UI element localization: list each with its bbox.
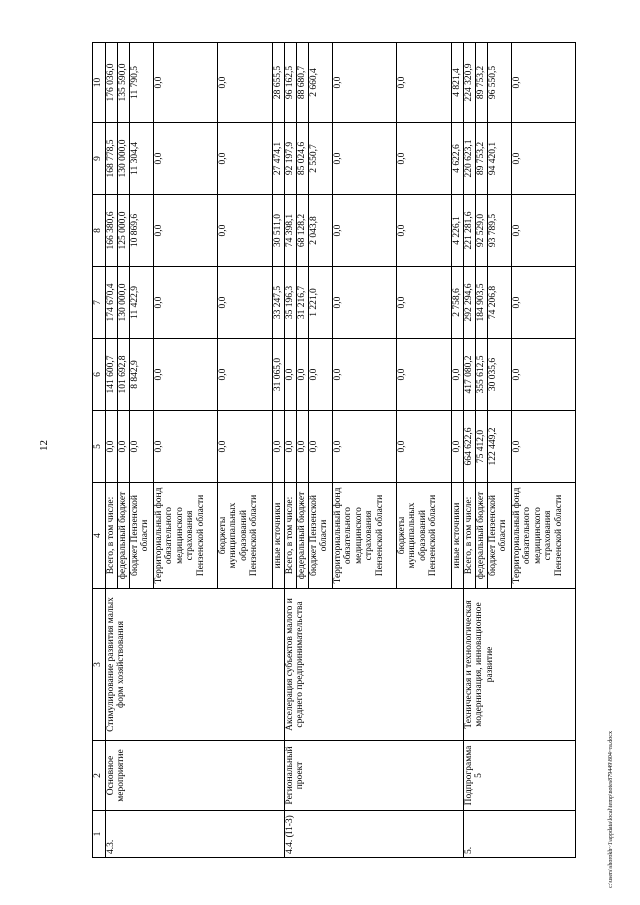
table-row xyxy=(106,43,118,858)
amount-cell: 664 622,6 xyxy=(464,411,476,483)
funding-source: Территориальный фонд обязательного медицинского страхования Пензенской области xyxy=(154,483,218,589)
section-name: Техническая и технологическая модернизация, инновационное развитие xyxy=(464,589,576,741)
amount-cell: 0,0 xyxy=(397,43,452,123)
amount-cell: 166 380,6 xyxy=(106,195,118,267)
amount-cell: 8 842,9 xyxy=(130,339,154,411)
amount-cell: 0,0 xyxy=(397,411,452,483)
section-number: 5. xyxy=(464,811,576,858)
amount-cell: 0,0 xyxy=(512,267,576,339)
amount-cell: 4 821,4 xyxy=(452,43,464,123)
amount-cell: 0,0 xyxy=(333,123,397,195)
funding-source: бюджет Пензенской области xyxy=(309,483,333,589)
amount-cell: 88 680,7 xyxy=(297,43,309,123)
funding-source: федеральный бюджет xyxy=(297,483,309,589)
amount-cell: 30 511,0 xyxy=(273,195,285,267)
amount-cell: 11 790,5 xyxy=(130,43,154,123)
amount-cell: 0,0 xyxy=(154,339,218,411)
header-cell: 9 xyxy=(93,123,106,195)
amount-cell: 174 670,4 xyxy=(106,267,118,339)
amount-cell: 355 612,5 xyxy=(476,339,488,411)
amount-cell: 0,0 xyxy=(397,339,452,411)
funding-source: Всего, в том числе: xyxy=(285,483,297,589)
section-type: Подпрограмма 5 xyxy=(464,741,576,811)
amount-cell: 417 080,2 xyxy=(464,339,476,411)
header-cell: 10 xyxy=(93,43,106,123)
amount-cell: 0,0 xyxy=(512,195,576,267)
funding-source: бюджет Пензенской области xyxy=(130,483,154,589)
amount-cell: 0,0 xyxy=(333,339,397,411)
amount-cell: 35 196,3 xyxy=(285,267,297,339)
section-name: Стимулирование развития малых форм хозяйствования xyxy=(106,589,285,741)
amount-cell: 1 221,0 xyxy=(309,267,333,339)
section-type: Основное мероприятие xyxy=(106,741,285,811)
amount-cell: 0,0 xyxy=(397,195,452,267)
amount-cell: 141 600,7 xyxy=(106,339,118,411)
amount-cell: 2 043,8 xyxy=(309,195,333,267)
amount-cell: 0,0 xyxy=(452,411,464,483)
amount-cell: 176 036,0 xyxy=(106,43,118,123)
amount-cell: 221 281,6 xyxy=(464,195,476,267)
amount-cell: 2 550,7 xyxy=(309,123,333,195)
amount-cell: 0,0 xyxy=(154,195,218,267)
amount-cell: 122 449,2 xyxy=(488,411,512,483)
amount-cell: 0,0 xyxy=(218,411,273,483)
funding-source: иные источники xyxy=(273,483,285,589)
amount-cell: 93 789,5 xyxy=(488,195,512,267)
funding-source: Всего, в том числе: xyxy=(106,483,118,589)
amount-cell: 89 753,2 xyxy=(476,123,488,195)
footer-path: c:\users\shorokh~1\appdata\local\temp\notes879449\804~ra.docx xyxy=(608,731,614,888)
amount-cell: 184 903,5 xyxy=(476,267,488,339)
amount-cell: 89 753,2 xyxy=(476,43,488,123)
amount-cell: 0,0 xyxy=(285,339,297,411)
funding-source: бюджет Пензенской области xyxy=(488,483,512,589)
page-number: 12 xyxy=(38,440,50,451)
amount-cell: 11 304,4 xyxy=(130,123,154,195)
amount-cell: 0,0 xyxy=(118,411,130,483)
amount-cell: 4 226,1 xyxy=(452,195,464,267)
header-cell: 1 xyxy=(93,811,106,858)
funding-source: Территориальный фонд обязательного медицинского страхования Пензенской области xyxy=(333,483,397,589)
funding-source: Всего, в том числе: xyxy=(464,483,476,589)
amount-cell: 85 024,6 xyxy=(297,123,309,195)
amount-cell: 101 692,8 xyxy=(118,339,130,411)
amount-cell: 92 197,9 xyxy=(285,123,297,195)
amount-cell: 135 590,0 xyxy=(118,43,130,123)
funding-source: федеральный бюджет xyxy=(476,483,488,589)
amount-cell: 0,0 xyxy=(309,411,333,483)
amount-cell: 10 869,6 xyxy=(130,195,154,267)
amount-cell: 2 758,6 xyxy=(452,267,464,339)
amount-cell: 0,0 xyxy=(397,123,452,195)
section-number: 4.3. xyxy=(106,811,285,858)
amount-cell: 224 320,9 xyxy=(464,43,476,123)
amount-cell: 0,0 xyxy=(333,195,397,267)
amount-cell: 130 000,0 xyxy=(118,123,130,195)
amount-cell: 0,0 xyxy=(218,123,273,195)
amount-cell: 31 065,0 xyxy=(273,339,285,411)
section-number: 4.4. (I1-3) xyxy=(285,811,464,858)
header-cell: 3 xyxy=(93,589,106,741)
amount-cell: 125 000,0 xyxy=(118,195,130,267)
amount-cell: 4 622,6 xyxy=(452,123,464,195)
amount-cell: 30 035,6 xyxy=(488,339,512,411)
amount-cell: 0,0 xyxy=(218,267,273,339)
budget-table xyxy=(92,42,576,858)
amount-cell: 11 422,9 xyxy=(130,267,154,339)
amount-cell: 74 206,8 xyxy=(488,267,512,339)
funding-source: иные источники xyxy=(452,483,464,589)
amount-cell: 0,0 xyxy=(285,411,297,483)
funding-source: Территориальный фонд обязательного медицинского страхования Пензенской области xyxy=(512,483,576,589)
amount-cell: 0,0 xyxy=(154,267,218,339)
section-name: Акселерация субъектов малого и среднего предпринимательства xyxy=(285,589,464,741)
amount-cell: 75 412,0 xyxy=(476,411,488,483)
amount-cell: 33 247,5 xyxy=(273,267,285,339)
amount-cell: 130 000,0 xyxy=(118,267,130,339)
section-type: Региональный проект xyxy=(285,741,464,811)
amount-cell: 0,0 xyxy=(218,43,273,123)
amount-cell: 28 655,5 xyxy=(273,43,285,123)
amount-cell: 0,0 xyxy=(273,411,285,483)
amount-cell: 2 660,4 xyxy=(309,43,333,123)
funding-source: бюджеты муниципальных образований Пензенской области xyxy=(218,483,273,589)
amount-cell: 0,0 xyxy=(333,267,397,339)
amount-cell: 0,0 xyxy=(218,339,273,411)
amount-cell: 96 162,5 xyxy=(285,43,297,123)
amount-cell: 0,0 xyxy=(512,411,576,483)
amount-cell: 0,0 xyxy=(397,267,452,339)
amount-cell: 96 550,5 xyxy=(488,43,512,123)
header-cell: 5 xyxy=(93,411,106,483)
amount-cell: 0,0 xyxy=(512,43,576,123)
rotated-table-container xyxy=(92,43,610,858)
amount-cell: 168 778,5 xyxy=(106,123,118,195)
amount-cell: 74 398,1 xyxy=(285,195,297,267)
funding-source: бюджеты муниципальных образований Пензенской области xyxy=(397,483,452,589)
amount-cell: 292 294,6 xyxy=(464,267,476,339)
amount-cell: 0,0 xyxy=(452,339,464,411)
table-row xyxy=(464,43,476,858)
amount-cell: 0,0 xyxy=(512,339,576,411)
amount-cell: 31 216,7 xyxy=(297,267,309,339)
header-cell: 2 xyxy=(93,741,106,811)
amount-cell: 0,0 xyxy=(106,411,118,483)
header-cell: 4 xyxy=(93,483,106,589)
amount-cell: 94 420,1 xyxy=(488,123,512,195)
amount-cell: 0,0 xyxy=(130,411,154,483)
amount-cell: 220 623,1 xyxy=(464,123,476,195)
amount-cell: 68 128,2 xyxy=(297,195,309,267)
amount-cell: 0,0 xyxy=(297,339,309,411)
amount-cell: 0,0 xyxy=(218,195,273,267)
amount-cell: 0,0 xyxy=(333,43,397,123)
amount-cell: 0,0 xyxy=(297,411,309,483)
amount-cell: 0,0 xyxy=(512,123,576,195)
header-cell: 8 xyxy=(93,195,106,267)
funding-source: федеральный бюджет xyxy=(118,483,130,589)
amount-cell: 0,0 xyxy=(333,411,397,483)
amount-cell: 0,0 xyxy=(154,411,218,483)
amount-cell: 0,0 xyxy=(154,43,218,123)
amount-cell: 92 529,0 xyxy=(476,195,488,267)
amount-cell: 0,0 xyxy=(154,123,218,195)
amount-cell: 0,0 xyxy=(309,339,333,411)
table-body xyxy=(93,43,576,858)
header-row xyxy=(93,43,106,858)
table-row xyxy=(285,43,297,858)
header-cell: 6 xyxy=(93,339,106,411)
header-cell: 7 xyxy=(93,267,106,339)
amount-cell: 27 474,1 xyxy=(273,123,285,195)
